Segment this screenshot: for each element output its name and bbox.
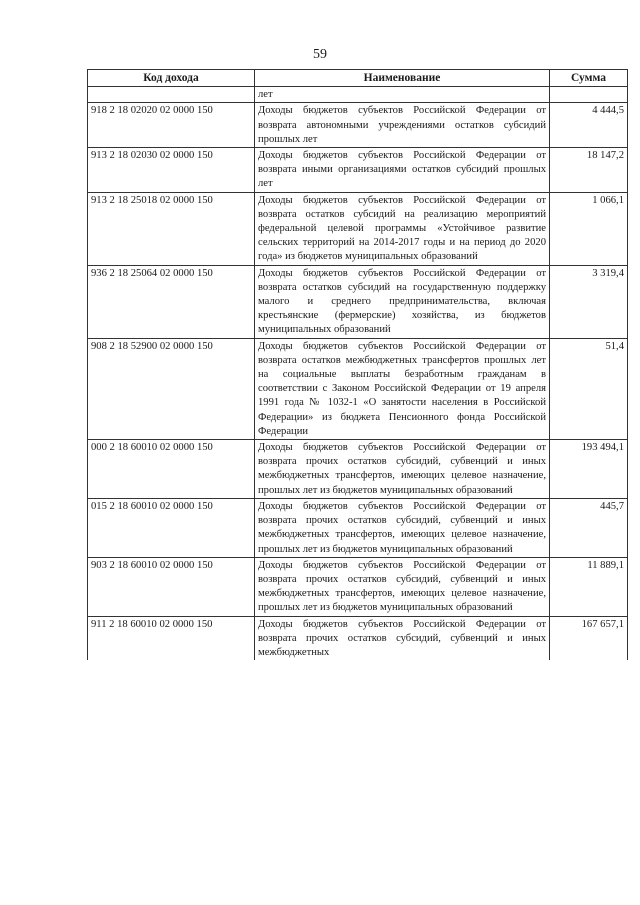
- revenue-code: 918 2 18 02020 02 0000 150: [88, 103, 255, 148]
- revenue-sum: 167 657,1: [550, 616, 628, 660]
- table-row: [88, 103, 628, 148]
- table-row: [88, 265, 628, 338]
- revenue-code: 000 2 18 60010 02 0000 150: [88, 440, 255, 499]
- revenue-code: 913 2 18 02030 02 0000 150: [88, 148, 255, 193]
- table-row: [88, 192, 628, 265]
- revenue-name: Доходы бюджетов субъектов Российской Федерации от возврата иными организациями остатков субсидий прошлых лет: [255, 148, 550, 193]
- revenue-code: 913 2 18 25018 02 0000 150: [88, 192, 255, 265]
- revenue-sum: 445,7: [550, 498, 628, 557]
- revenue-name: Доходы бюджетов субъектов Российской Федерации от возврата остатков субсидий на реализацию мероприятий федеральной целевой программы «Устойчивое развитие сельских территорий на 2014-2017 годы и на период до 2020 года» из бюджетов муниципальных образований: [255, 192, 550, 265]
- revenue-code: 936 2 18 25064 02 0000 150: [88, 265, 255, 338]
- revenue-name: Доходы бюджетов субъектов Российской Федерации от возврата прочих остатков субсидий, субвенций и иных межбюджетных: [255, 616, 550, 660]
- revenue-sum: 193 494,1: [550, 440, 628, 499]
- revenue-sum: 4 444,5: [550, 103, 628, 148]
- revenue-code: [88, 87, 255, 103]
- revenue-table: [87, 69, 628, 660]
- revenue-sum: [550, 87, 628, 103]
- revenue-name: Доходы бюджетов субъектов Российской Федерации от возврата остатков субсидий на государственную поддержку малого и среднего предпринимательства, включая крестьянские (фермерские) хозяйства, из бюджетов муниципальных образований: [255, 265, 550, 338]
- table-row: [88, 148, 628, 193]
- revenue-code: 015 2 18 60010 02 0000 150: [88, 498, 255, 557]
- revenue-code: 903 2 18 60010 02 0000 150: [88, 557, 255, 616]
- table-row: [88, 338, 628, 439]
- revenue-name: Доходы бюджетов субъектов Российской Федерации от возврата прочих остатков субсидий, субвенций и иных межбюджетных трансфертов, имеющих целевое назначение, прошлых лет из бюджетов муниципальных образований: [255, 557, 550, 616]
- revenue-name: Доходы бюджетов субъектов Российской Федерации от возврата автономными учреждениями остатков субсидий прошлых лет: [255, 103, 550, 148]
- revenue-sum: 3 319,4: [550, 265, 628, 338]
- table-row: [88, 440, 628, 499]
- revenue-sum: 51,4: [550, 338, 628, 439]
- revenue-sum: 11 889,1: [550, 557, 628, 616]
- table-header-row: [88, 70, 628, 87]
- revenue-sum: 18 147,2: [550, 148, 628, 193]
- table-row: [88, 498, 628, 557]
- revenue-name: лет: [255, 87, 550, 103]
- header-sum: Сумма: [550, 70, 628, 87]
- revenue-name: Доходы бюджетов субъектов Российской Федерации от возврата прочих остатков субсидий, субвенций и иных межбюджетных трансфертов, имеющих целевое назначение, прошлых лет из бюджетов муниципальных образований: [255, 498, 550, 557]
- table-row: [88, 616, 628, 660]
- page-number: 59: [313, 47, 327, 62]
- table-row: [88, 87, 628, 103]
- revenue-code: 911 2 18 60010 02 0000 150: [88, 616, 255, 660]
- header-name: Наименование: [255, 70, 550, 87]
- header-code: Код дохода: [88, 70, 255, 87]
- revenue-name: Доходы бюджетов субъектов Российской Федерации от возврата остатков межбюджетных трансфертов прошлых лет на социальные выплаты безработным гражданам в соответствии с Законом Российской Федерации от 19 апреля 1991 года № 1032-1 «О занятости населения в Российской Федерации» из бюджета Пенсионного фонда Российской Федерации: [255, 338, 550, 439]
- revenue-sum: 1 066,1: [550, 192, 628, 265]
- revenue-name: Доходы бюджетов субъектов Российской Федерации от возврата прочих остатков субсидий, субвенций и иных межбюджетных трансфертов, имеющих целевое назначение, прошлых лет из бюджетов муниципальных образований: [255, 440, 550, 499]
- table-row: [88, 557, 628, 616]
- revenue-code: 908 2 18 52900 02 0000 150: [88, 338, 255, 439]
